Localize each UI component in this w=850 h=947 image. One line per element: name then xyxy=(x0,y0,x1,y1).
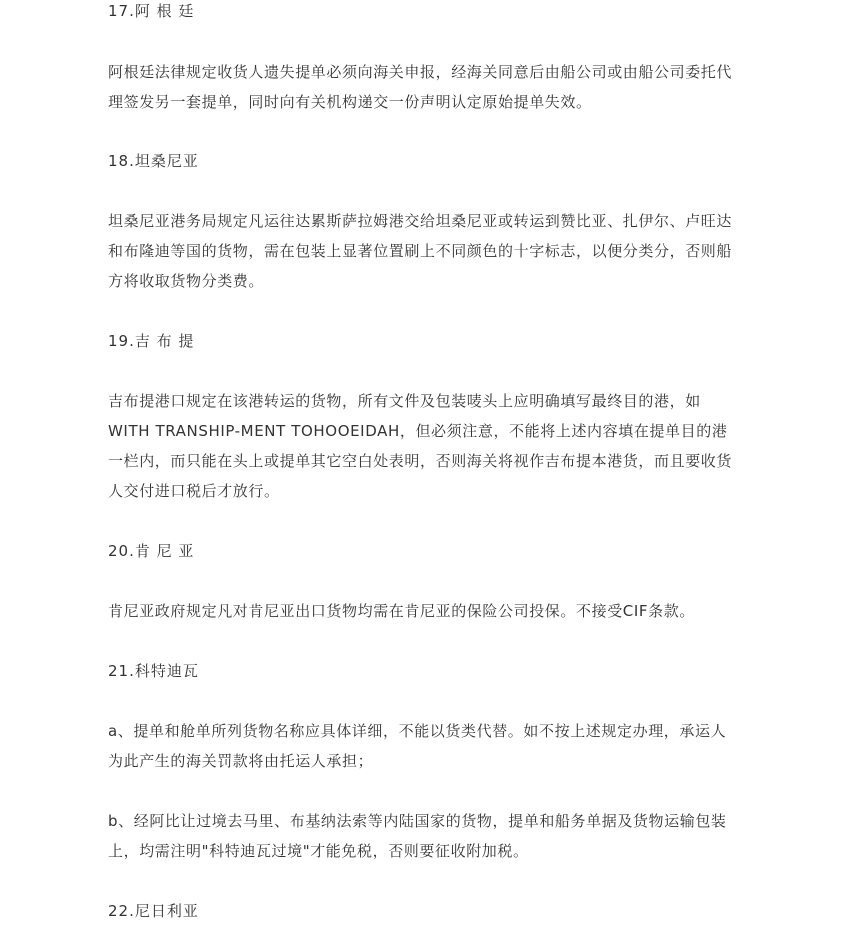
section-paragraph-cote-divoire-b xyxy=(108,806,727,866)
section-paragraph-kenya xyxy=(108,596,695,626)
section-heading-tanzania: 18.坦桑尼亚 xyxy=(108,152,199,170)
paragraph-line: 一栏内，而只能在头上或提单其它空白处表明，否则海关将视作吉布提本港货，而且要收货 xyxy=(108,452,733,470)
paragraph-line: 人交付进口税后才放行。 xyxy=(108,482,280,500)
paragraph-line: 坦桑尼亚港务局规定凡运往达累斯萨拉姆港交给坦桑尼亚或转运到赞比亚、扎伊尔、卢旺达 xyxy=(108,212,733,230)
paragraph-line: 理签发另一套提单，同时向有关机构递交一份声明认定原始提单失效。 xyxy=(108,93,592,111)
paragraph-line: 方将收取货物分类费。 xyxy=(108,272,265,290)
paragraph-line: 和布隆迪等国的货物，需在包装上显著位置刷上不同颜色的十字标志，以便分类分，否则船 xyxy=(108,242,733,260)
section-heading-nigeria: 22.尼日利亚 xyxy=(108,902,199,920)
paragraph-line: a、提单和舱单所列货物名称应具体详细，不能以货类代替。如不按上述规定办理，承运人 xyxy=(108,722,727,740)
paragraph-line: 肯尼亚政府规定凡对肯尼亚出口货物均需在肯尼亚的保险公司投保。不接受CIF条款。 xyxy=(108,602,695,620)
paragraph-line: 吉布提港口规定在该港转运的货物，所有文件及包装唛头上应明确填写最终目的港，如 xyxy=(108,392,701,410)
section-heading-kenya: 20.肯 尼 亚 xyxy=(108,542,195,560)
paragraph-line: b、经阿比让过境去马里、布基纳法索等内陆国家的货物，提单和船务单据及货物运输包装 xyxy=(108,812,727,830)
paragraph-line: WITH TRANSHIP-MENT TOHOOEIDAH，但必须注意，不能将上述内容填在提单目的港 xyxy=(108,422,728,440)
section-heading-djibouti: 19.吉 布 提 xyxy=(108,332,195,350)
section-paragraph-argentina xyxy=(108,57,732,117)
section-paragraph-djibouti xyxy=(108,386,732,506)
paragraph-line: 上，均需注明"科特迪瓦过境"才能免税，否则要征收附加税。 xyxy=(108,842,529,860)
section-paragraph-tanzania xyxy=(108,206,732,296)
paragraph-line: 为此产生的海关罚款将由托运人承担； xyxy=(108,752,374,770)
paragraph-line: 阿根廷法律规定收货人遗失提单必须向海关申报，经海关同意后由船公司或由船公司委托代 xyxy=(108,63,733,81)
section-paragraph-cote-divoire-a xyxy=(108,716,726,776)
section-heading-argentina: 17.阿 根 廷 xyxy=(108,2,195,20)
section-heading-cote-divoire: 21.科特迪瓦 xyxy=(108,662,199,680)
